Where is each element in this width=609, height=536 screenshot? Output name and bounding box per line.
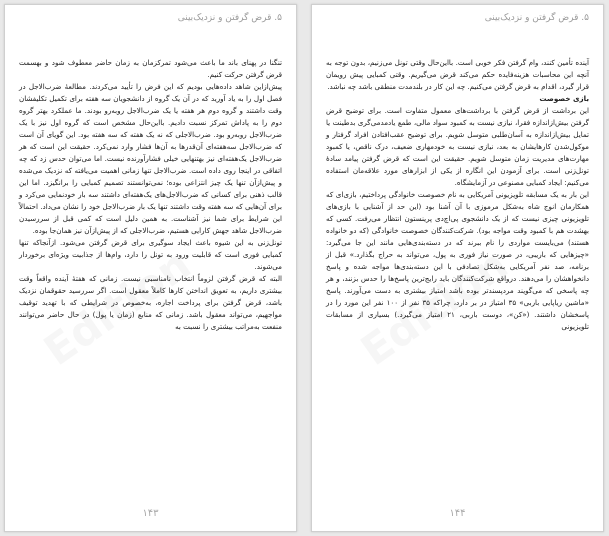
paragraph: البته که قرض گرفتن لزوماً انتخاب نامناسبی نیست. زمانی که هفتهٔ آینده واقعاً وقت بیشتری داریم، به تعویق انداختن کارها کاملاً معقول است. اگر سررسید حقوقمان نزدیک باشد، قرض گرفتن برای پرداخت اجاره، به‌خصوص در شرایطی که با تهدید توقیف مواجهیم، می‌تواند معقول باشد. زمانی که منابع (زمان یا پول) در حال حاضر می‌توانند منفعت به‌مراتب بیشتری را نسبت به bbox=[19, 274, 282, 331]
paragraph: پیش‌ازاین شاهد داده‌هایی بودیم که این فرض را تأیید می‌کردند. مطالعهٔ ضرب‌الاجل در فصل اول را به یاد آورید که در آن یک گروه از دانشجویان سه هفته برای تکمیل تکلیفشان وقت داشتند و گروه دوم هر هفته یا یک ضرب‌الاجل روبه‌رو بودند. ما عملکرد بهتر گروه دوم را به پاداش تمرکز نسبت دادیم. بااین‌حال مشخص است که گروه اول نیز با یک ضرب‌الاجل روبه‌رو بود. ضرب‌الاجلی که نه یک هفته که سه هفته بود. این گویای آن است که ضرب‌الاجل سه‌هفته‌ای آن‌قدرها به آن‌ها فشار وارد نمی‌کرد. حقیقت این است که هر ضرب‌الاجل یک‌هفته‌ای نیز بهتنهایی خیلی فشارآورنده نیست. اما می‌توان حدس زد که چه اتفاقی در اینجا روی داده است. ضرب‌الاجل تنها زمانی اهمیت می‌یافته که نزدیک می‌شده و پیش‌ازآن تنها یک چیز انتزاعی بوده؛ نمی‌توانستند تصمیم کمبایی را برانگیزد. اما این قالب ذهنی برای کسانی که ضرب‌الاجل‌های یک‌هفته‌ای داشتند سه بار خودنمایی می‌کرد و برای آن‌هایی که سه هفته وقت داشتند تنها یک بار ضرب‌الاجل خود را نشان می‌داد. احتمالاً این شرایط برای شما نیز آشناست. به همین دلیل است که کمی قبل از سررسیدن ضرب‌الاجل شاهد جهش کارایی هستیم، ضرب‌الاجلی که از پیش‌ازآن نیز همان‌جا بوده. bbox=[19, 82, 282, 235]
running-head: ۵. قرض گرفتن و نزدیک‌بینی bbox=[484, 13, 589, 23]
right-page bbox=[311, 4, 604, 532]
paragraph: تنگنا در پهنای باند ما باعث می‌شود تمرکزمان به زمان حاضر معطوف شود و بهسمت قرض گرفتن حرکت کنیم. bbox=[19, 58, 282, 79]
page-body bbox=[326, 57, 589, 333]
page-body bbox=[19, 57, 282, 333]
page-number: ۱۴۳ bbox=[142, 508, 159, 519]
paragraph: این برداشت از قرض گرفتن با برداشت‌های معمول متفاوت است. برای توضیح قرض گرفتن بیش‌ازاندازه فقرا، نیازی نیست به کمبود سواد مالی، طمع یا‌دمدمی‌گری بدطینت یا تمایل بیش‌ازاندازه به آسان‌طلبی متوسل شویم. برای توضیح عقب‌افتادن افراد گرفتار و موکول‌شدن کارهایشان به بعد، نیازی نیست به خودمهاری ضعیف، درک ناقص، یا کمبود مهارت‌های مدیریت زمان متوسل شویم. حقیقت این است که قرض گرفتن پیامد سادهٔ تونل‌زنی است. برای آزمودن این انگاره از یکی از ابزارهای مورد علاقه‌مان استفاده می‌کنیم: ایجاد کمبایی مصنوعی در آزمایشگاه. bbox=[326, 106, 589, 187]
paragraph: تونل‌زنی به این شیوه باعث ایجاد سوگیری برای قرض گرفتن می‌شود. ازآنجاکه تنها کمبایی فوری است که قابلیت ورود به تونل را دارد، وام‌ها از جذابیت ویژه‌ای برخوردار می‌شوند. bbox=[19, 238, 282, 271]
left-page bbox=[4, 4, 297, 532]
paragraph: این بار به یک مسابقه تلویزیونی آمریکایی به نام خصوصت خانوادگی پرداختیم، بازی‌ای که همکارمان انوج شاه به‌شکل مرموزی با آن آشنا بود (این حد از آشنایی با بازی‌های تلویزیونی چیزی نیست که از یک دانشجوی پی‌اچ‌دی پرینستون انتظار می‌رفت. کسی که بهشدت هم با کمبود وقت مواجه بود). شرکت‌کنندگان خصوصت خانوادگی (که دو خانواده هستند) می‌بایست مواردی را نام ببرند که در دسته‌بندی‌هایی مانند این جا می‌گیرد: «چیزهایی که باریبی، در صورت نیاز فوری به پول، می‌تواند به حراج بگذارد.» قبل از برنامه، صد نفر آمریکایی به‌شکل تصادفی با این دسته‌بندی‌ها مواجه شده و پاسخ دانخواهشان را می‌دهند. درواقع شرکت‌کنندگان باید رایج‌ترین پاسخ‌ها را حدس بزنند، و هر چه پاسخی که می‌گویند مردپسندتر بوده باشد امتیاز بیشتری به دست می‌آورند. پاسخ «ماشین ریاپایی باربی» ۳۵ امتیاز در بر دارد، چراکه ۳۵ نفر از ۱۰۰ نفر این مورد را در پاسخشان داشتند. («کن»، دوست باربی، ۲۱ امتیاز می‌گیرد.) بسیاری از مسابقات تلویزیونی bbox=[326, 190, 590, 331]
section-heading: بازی خصوصت bbox=[539, 94, 589, 103]
page-number: ۱۴۴ bbox=[449, 508, 466, 519]
paragraph: آینده تأمین کنند، وام گرفتن فکر خوبی است. بااین‌حال وقتی تونل می‌زنیم، بدون توجه به آنچه این محاسبات هزینه‌فایده حکم می‌کند قرض می‌گیریم. وقتی کمبایی پیش رویمان قرار گیرد، اقدام به قرض گرفتن می‌کنیم. چه این کار در بلندمدت منطقی باشد چه نباشد. bbox=[326, 58, 589, 91]
running-head: ۵. قرض گرفتن و نزدیک‌بینی bbox=[177, 13, 282, 23]
